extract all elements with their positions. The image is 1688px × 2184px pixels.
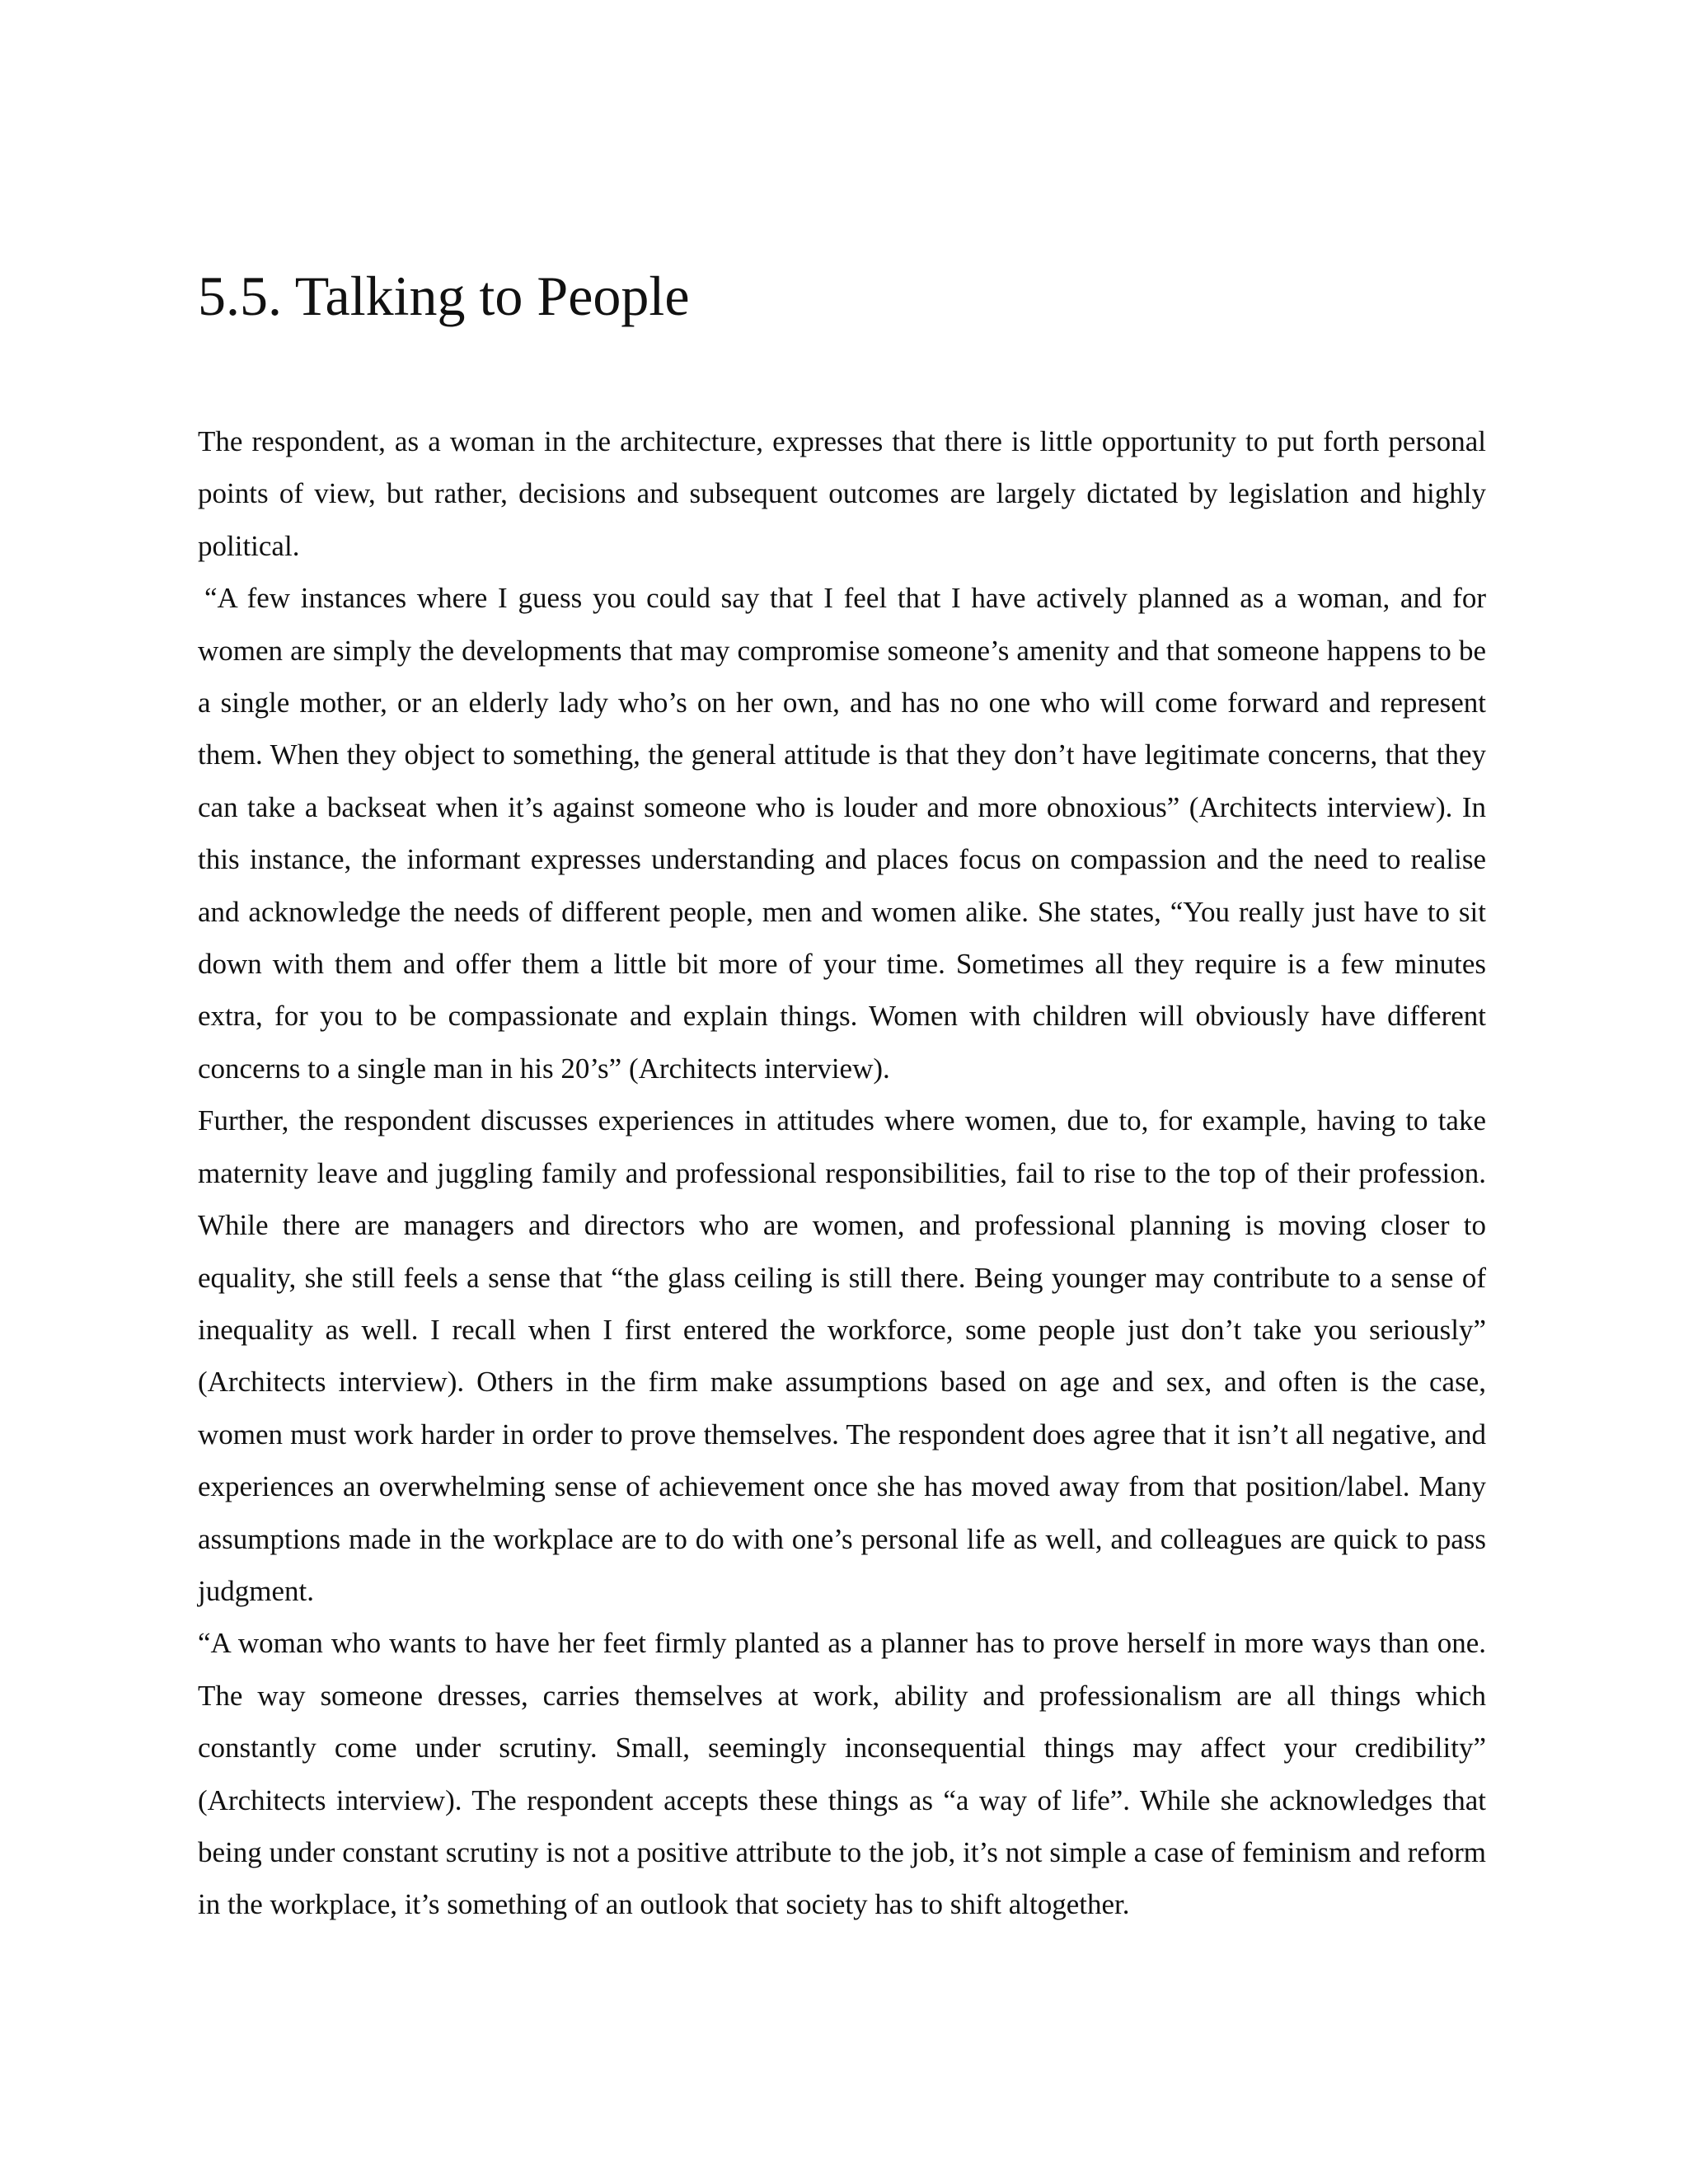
section-body [198,415,1486,1931]
paragraph-further: Further, the respondent discusses experiences in attitudes where women, due to, for example, having to take maternity leave and juggling family and professional responsibilities, fail to rise to the top of their profession. While there are managers and directors who are women, and professional planning is moving closer to equality, she still feels a sense that “the glass ceiling is still there. Being younger may contribute to a sense of inequality as well. I recall when I first entered the workforce, some people just don’t take you seriously” (Architects interview). Others in the firm make assumptions based on age and sex, and often is the case, women must work harder in order to prove themselves. The respondent does agree that it isn’t all negative, and experiences an overwhelming sense of achievement once she has moved away from that position/label. Many assumptions made in the workplace are to do with one’s personal life as well, and colleagues are quick to pass judgment. [198,1104,1486,1607]
paragraph-quote-planner: “A woman who wants to have her feet firmly planted as a planner has to prove herself in more ways than one. The way someone dresses, carries themselves at work, ability and professionalism are all things which constantly come under scrutiny. Small, seemingly inconsequential things may affect your credibility” (Architects interview). The respondent accepts these things as “a way of life”. While she acknowledges that being under constant scrutiny is not a positive attribute to the job, it’s not simple a case of feminism and reform in the workplace, it’s something of an outlook that society has to shift altogether. [198,1627,1486,1921]
document-page [198,262,1486,1931]
paragraph-quote-instances: “A few instances where I guess you could say that I feel that I have actively planned as a woman, and for women are simply the developments that may compromise someone’s amenity and that someone happens to be a single mother, or an elderly lady who’s on her own, and has no one who will come forward and represent them. When they object to something, the general attitude is that they don’t have legitimate concerns, that they can take a backseat when it’s against someone who is louder and more obnoxious” (Architects interview). In this instance, the informant expresses understanding and places focus on compassion and the need to realise and acknowledge the needs of different people, men and women alike. She states, “You really just have to sit down with them and offer them a little bit more of your time. Sometimes all they require is a few minutes extra, for you to be compassionate and explain things. Women with children will obviously have different concerns to a single man in his 20’s” (Architects interview). [198,582,1486,1085]
paragraph-intro: The respondent, as a woman in the architecture, expresses that there is little opportunity to put forth personal points of view, but rather, decisions and subsequent outcomes are largely dictated by legislation and highly political. [198,425,1486,562]
section-heading: 5.5. Talking to People [198,265,690,327]
